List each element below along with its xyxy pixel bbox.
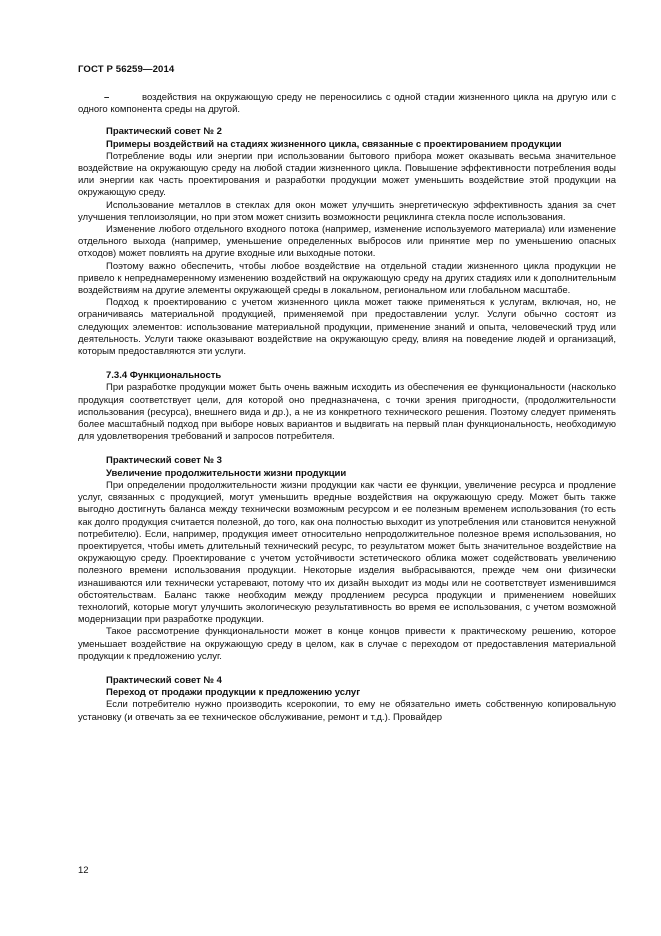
tip-4-paragraph: Если потребителю нужно производить ксерокопии, то ему не обязательно иметь собственную копировальную установку (и отвечать за ее техническое обслуживание, ремонт и т.д.). Провайдер bbox=[78, 699, 616, 723]
tip-2-paragraph: Изменение любого отдельного входного потока (например, изменение используемого материала) или изменение отдельного выхода (например, уменьшение определенных выбросов или принятие мер по уменьшению опасных отходов) может повлиять на другие входные или выходные потоки. bbox=[78, 224, 616, 260]
intro-text: воздействия на окружающую среду не переносились с одной стадии жизненного цикла на другую или с одного компонента среды на другой. bbox=[78, 92, 616, 116]
tip-4-subtitle: Переход от продажи продукции к предложению услуг bbox=[106, 687, 361, 699]
dash-bullet: – bbox=[104, 92, 110, 103]
tip-2-paragraph: Подход к проектированию с учетом жизненного цикла может также применяться к услугам, включая, но, не ограничиваясь материальной продукцией, применяемой при предоставлении услуг. Услуги обычно состоят из следующих элементов: использование материальной продукции, применение знаний и опыта, человеческий труд или деятельность. Услуги также оказывают воздействие на окружающую среду, влияя на поведение людей и организаций, которым предоставляются эти услуги. bbox=[78, 297, 616, 358]
document-body bbox=[78, 92, 616, 724]
tip-3-title: Практический совет № 3 bbox=[106, 455, 222, 467]
document-header: ГОСТ Р 56259—2014 bbox=[78, 64, 175, 75]
tip-2-paragraph: Поэтому важно обеспечить, чтобы любое воздействие на отдельной стадии жизненного цикла продукции не привело к непреднамеренному изменению воздействий на окружающую среду на других стадиях или к дополнительным воздействиям на другие элементы окружающей среды в локальном, региональном или глобальном масштабе. bbox=[78, 260, 616, 297]
page-number: 12 bbox=[78, 865, 89, 876]
section-7-3-4-title: 7.3.4 Функциональность bbox=[106, 370, 222, 382]
tip-3-paragraph: При определении продолжительности жизни продукции как части ее функции, увеличение ресурса и продление услуг, связанных с продукцией, могут уменьшить вредные воздействия на окружающую среду. Может быть также выгодно достигнуть баланса между технически возможным ресурсом и ее полезным временем использования (то есть как долго продукция считается полезной, до того, как она полностью выходит из употребления или становится ненужной потребителю). Если, например, продукция имеет относительно непродолжительное полезное время использования, но проектируется, чтобы иметь длительный технический ресурс, то результатом может быть значительное воздействие на окружающую среду. Проектирование с учетом устойчивости эстетического облика может содействовать увеличению полезного времени использования продукции. Некоторые изделия выбрасываются, прежде чем они физически изнашиваются или технически устаревают, потому что их дизайн выходит из моды или не соответствует изменившимся обстоятельствам. Баланс также необходим между продлением ресурса продукции и применением новейших технологий, которые могут улучшить экологическую результативность во время ее использования, с учетом возможной модернизации при разработке продукции. bbox=[78, 479, 616, 626]
tip-3-paragraph: Такое рассмотрение функциональности может в конце концов привести к практическому решению, которое уменьшает воздействие на окружающую среду в целом, как в случае с переходом от предоставления материальной продукции к предложению услуг. bbox=[78, 626, 616, 662]
tip-2-paragraph: Потребление воды или энергии при использовании бытового прибора может оказывать весьма значительное воздействие на окружающую среду на любой стадии жизненного цикла. Повышение эффективности потребления воды или энергии как часть проектирования и разработки продукции может уменьшить воздействие этой продукции на окружающую среду. bbox=[78, 150, 616, 199]
intro-list-item bbox=[78, 92, 616, 116]
tip-2-paragraph: Использование металлов в стеклах для окон может улучшить энергетическую эффективность здания за счет улучшения теплоизоляции, но при этом может снизить возможности рециклинга стекла после использования. bbox=[78, 199, 616, 223]
tip-4-title: Практический совет № 4 bbox=[106, 674, 222, 686]
section-7-3-4-paragraph: При разработке продукции может быть очень важным исходить из обеспечения ее функциональности (насколько продукция соответствует цели, для которой оно предназначена, с точки зрения пригодности, (продолжительности использования (ресурса), внешнего вида и др.), а не из конкретного технического решения. Поэтому следует применять более масштабный подход при выборе новых вариантов и выдвигать на первый план функциональность, необходимую для удовлетворения требований и запросов потребителя. bbox=[78, 382, 616, 443]
tip-3-subtitle: Увеличение продолжительности жизни продукции bbox=[106, 467, 347, 479]
tip-2-title: Практический совет № 2 bbox=[106, 126, 222, 138]
tip-2-subtitle: Примеры воздействий на стадиях жизненного цикла, связанные с проектированием продукции bbox=[106, 138, 562, 150]
